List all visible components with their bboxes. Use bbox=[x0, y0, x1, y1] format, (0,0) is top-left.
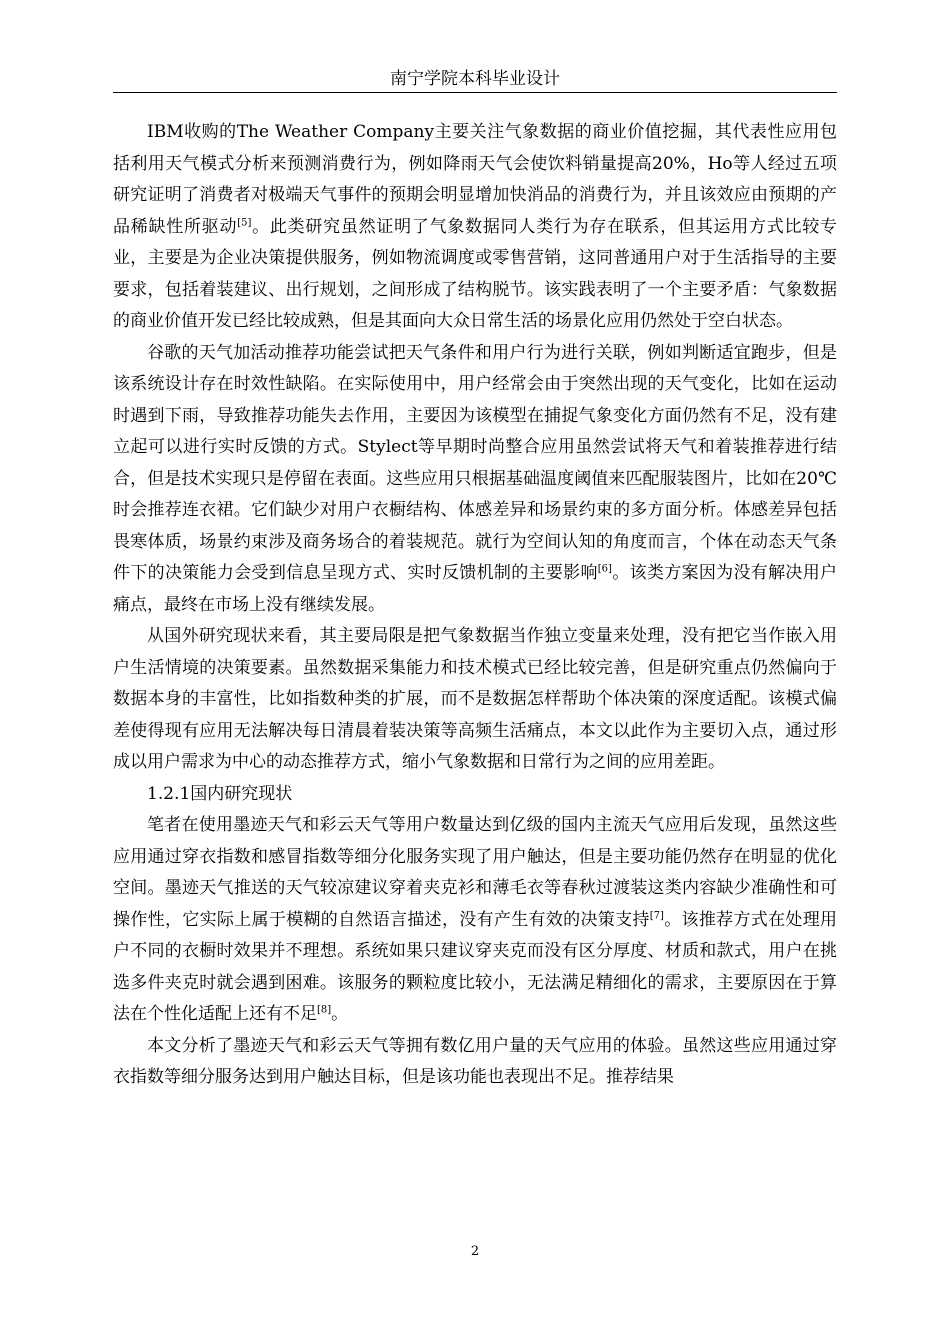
citation-6: [6] bbox=[597, 563, 612, 575]
section-heading: 1.2.1国内研究现状 bbox=[147, 783, 293, 804]
paragraph-4: 笔者在使用墨迹天气和彩云天气等用户数量达到亿级的国内主流天气应用后发现，虽然这些应用通过穿衣指数和感冒指数等细分化服务实现了用户触达，但是主要功能仍然存在明显的优化空间。墨迹天气推送的天气较凉建议穿着夹克衫和薄毛衣等春秋过渡装这类内容缺少准确性和可操作性，它实际上属于模糊的自然语言描述，没有产生有效的决策支持[7]。该推荐方式在处理用户不同的衣橱时效果并不理想。系统如果只建议穿夹克而没有区分厚度、材质和款式，用户在挑选多件夹克时就会遇到困难。该服务的颗粒度比较小，无法满足精细化的需求，主要原因在于算法在个性化适配上还有不足[8]。 bbox=[113, 815, 838, 1024]
header-title: 南宁学院本科毕业设计 bbox=[390, 69, 560, 89]
citation-7: [7] bbox=[649, 909, 664, 921]
paragraph-1: IBM收购的The Weather Company主要关注气象数据的商业价值挖掘，其代表性应用包括利用天气模式分析来预测消费行为，例如降雨天气会使饮料销量提高20%，Ho等人经过五项研究证明了消费者对极端天气事件的预期会明显增加快消品的消费行为，并且该效应由预期的产品稀缺性所驱动[5]。此类研究虽然证明了气象数据同人类行为存在联系，但其运用方式比较专业，主要是为企业决策提供服务，例如物流调度或零售营销，这同普通用户对于生活指导的主要要求，包括着装建议、出行规划，之间形成了结构脱节。该实践表明了一个主要矛盾：气象数据的商业价值开发已经比较成熟，但是其面向大众日常生活的场景化应用仍然处于空白状态。 bbox=[113, 122, 838, 331]
page-number: 2 bbox=[470, 1244, 480, 1259]
citation-5: [5] bbox=[237, 216, 252, 228]
paragraph-5: 本文分析了墨迹天气和彩云天气等拥有数亿用户量的天气应用的体验。虽然这些应用通过穿衣指数等细分服务达到用户触达目标，但是该功能也表现出不足。推荐结果 bbox=[113, 1035, 837, 1087]
paragraph-2: 谷歌的天气加活动推荐功能尝试把天气条件和用户行为进行关联，例如判断适宜跑步，但是该系统设计存在时效性缺陷。在实际使用中，用户经常会由于突然出现的天气变化，比如在运动时遇到下雨，导致推荐功能失去作用，主要因为该模型在捕捉气象变化方面仍然有不足，没有建立起可以进行实时反馈的方式。Stylect等早期时尚整合应用虽然尝试将天气和着装推荐进行结合，但是技术实现只是停留在表面。这些应用只根据基础温度阈值来匹配服装图片，比如在20℃时会推荐连衣裙。它们缺少对用户衣橱结构、体感差异和场景约束的多方面分析。体感差异包括畏寒体质，场景约束涉及商务场合的着装规范。就行为空间认知的角度而言，个体在动态天气条件下的决策能力会受到信息呈现方式、实时反馈机制的主要影响[6]。该类方案因为没有解决用户痛点，最终在市场上没有继续发展。 bbox=[113, 342, 838, 615]
citation-8: [8] bbox=[317, 1004, 332, 1016]
page-header bbox=[113, 66, 837, 93]
document-body bbox=[113, 117, 837, 1094]
paragraph-3: 从国外研究现状来看，其主要局限是把气象数据当作独立变量来处理，没有把它当作嵌入用户生活情境的决策要素。虽然数据采集能力和技术模式已经比较完善，但是研究重点仍然偏向于数据本身的丰富性，比如指数种类的扩展，而不是数据怎样帮助个体决策的深度适配。该模式偏差使得现有应用无法解决每日清晨着装决策等高频生活痛点，本文以此作为主要切入点，通过形成以用户需求为中心的动态推荐方式，缩小气象数据和日常行为之间的应用差距。 bbox=[113, 626, 837, 772]
